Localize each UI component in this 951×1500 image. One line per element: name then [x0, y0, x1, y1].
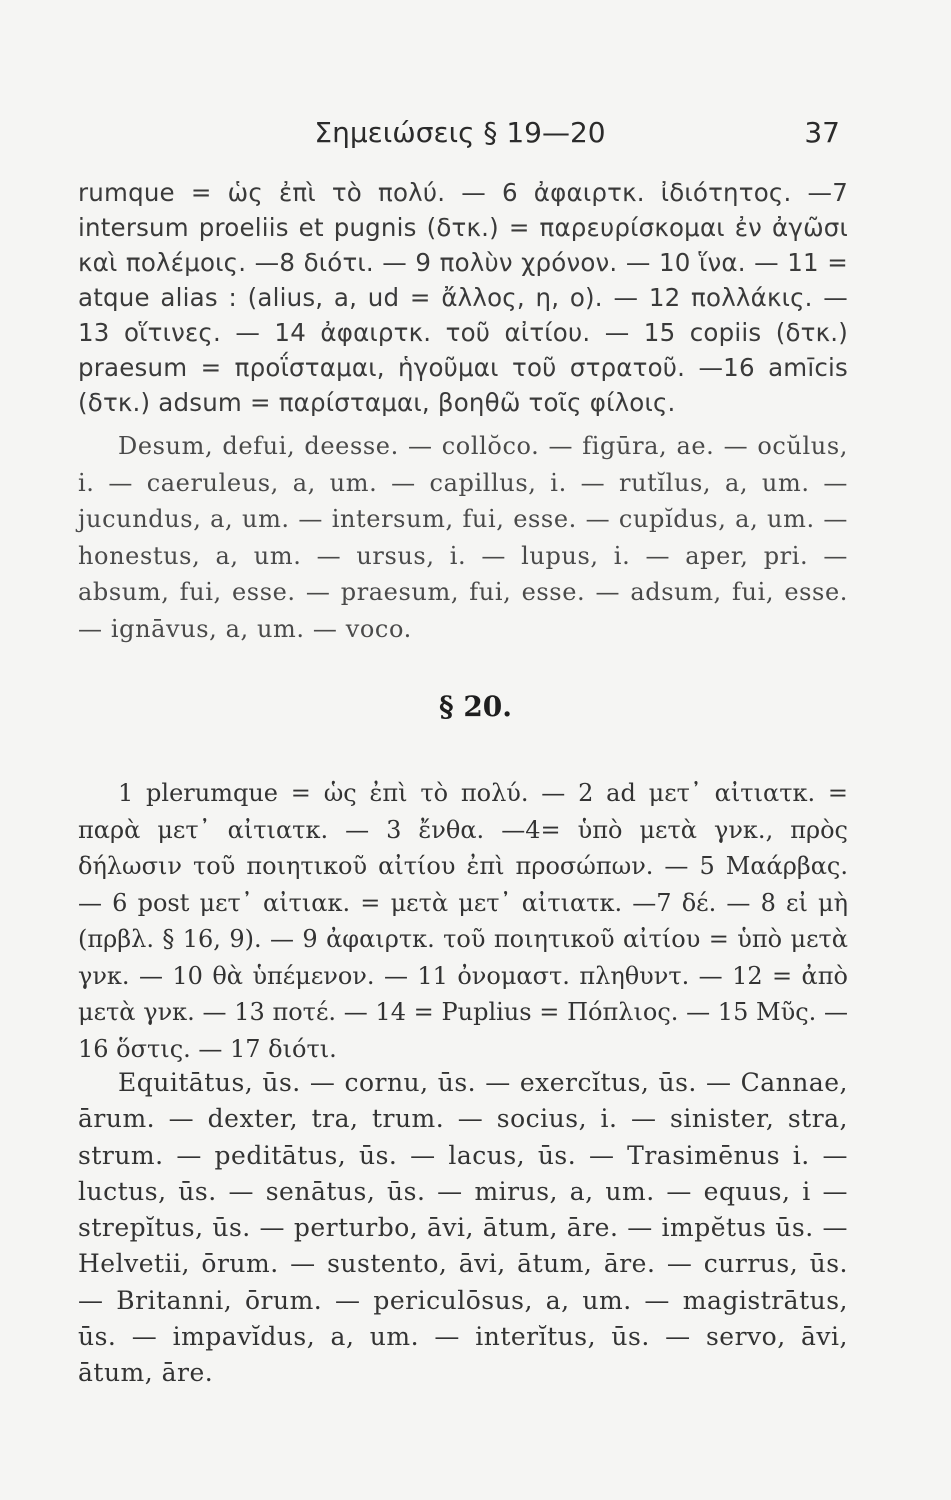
section-20-vocabulary	[78, 1065, 848, 1392]
running-head	[80, 116, 840, 156]
section-19-notes-text: rumque = ὡς ἐπὶ τὸ πολύ. — 6 ἀφαιρτκ. ἰδιότητος. —7 intersum proeliis et pugnis (δτκ.) = παρευρίσκομαι ἐν ἀγῶσι καὶ πολέμοις. —8 διότι. — 9 πολὺν χρόνον. — 10 ἵνα. — 11 = atque alias : (alius, a, ud = ἄλλος, η, ο). — 12 πολλάκις. — 13 οἵτινες. — 14 ἀφαιρτκ. τοῦ αἰτίου. — 15 copiis (δτκ.) praesum = προΐσταμαι, ἡγοῦμαι τοῦ στρατοῦ. —16 amīcis (δτκ.) adsum = παρίσταμαι, βοηθῶ τοῖς φίλοις.	[78, 178, 848, 417]
section-19-vocabulary-text: Desum, defui, deesse. — collŏco. — figūra, ae. — ocŭlus, i. — caeruleus, a, um. — capillus, i. — rutĭlus, a, um. — jucundus, a, um. — intersum, fui, esse. — cupĭdus, a, um. — honestus, a, um. — ursus, i. — lupus, i. — aper, pri. — absum, fui, esse. — praesum, fui, esse. — adsum, fui, esse. — ignāvus, a, um. — voco.	[78, 432, 848, 643]
section-20-notes-text: 1 plerumque = ὡς ἐπὶ τὸ πολύ. — 2 ad μετ᾽ αἰτιατκ. = παρὰ μετ᾽ αἰτιατκ. — 3 ἔνθα. —4= ὑπὸ μετὰ γνκ., πρὸς δήλωσιν τοῦ ποιητικοῦ αἰτίου ἐπὶ προσώπων. — 5 Μαάρβας. — 6 post μετ᾽ αἰτιακ. = μετὰ μετ᾽ αἰτιατκ. —7 δέ. — 8 εἰ μὴ (πρβλ. § 16, 9). — 9 ἀφαιρτκ. τοῦ ποιητικοῦ αἰτίου = ὑπὸ μετὰ γνκ. — 10 θὰ ὑπέμενον. — 11 ὀνομαστ. πληθυντ. — 12 = ἀπὸ μετὰ γνκ. — 13 ποτέ. — 14 = Puplius = Πόπλιος. — 15 Μῦς. — 16 ὅστις. — 17 διότι.	[78, 779, 848, 1063]
section-20-vocabulary-text: Equitātus, ūs. — cornu, ūs. — exercĭtus, ūs. — Cannae, ārum. — dexter, tra, trum. — socius, i. — sinister, stra, strum. — peditātus, ūs. — lacus, ūs. — Trasimēnus i. — luctus, ūs. — senātus, ūs. — mirus, a, um. — equus, i — strepĭtus, ūs. — perturbo, āvi, ātum, āre. — impĕtus ūs. — Helvetii, ōrum. — sustento, āvi, ātum, āre. — currus, ūs. — Britanni, ōrum. — periculōsus, a, um. — magistrātus, ūs. — impavĭdus, a, um. — interĭtus, ūs. — servo, āvi, ātum, āre.	[78, 1068, 848, 1388]
section-heading: § 20.	[438, 690, 513, 723]
section-20-notes	[78, 775, 848, 1067]
section-19-vocabulary	[78, 428, 848, 647]
page-header-title: Σημειώσεις § 19—20	[314, 116, 606, 149]
section-19-notes	[78, 175, 848, 420]
page-number: 37	[804, 116, 840, 149]
